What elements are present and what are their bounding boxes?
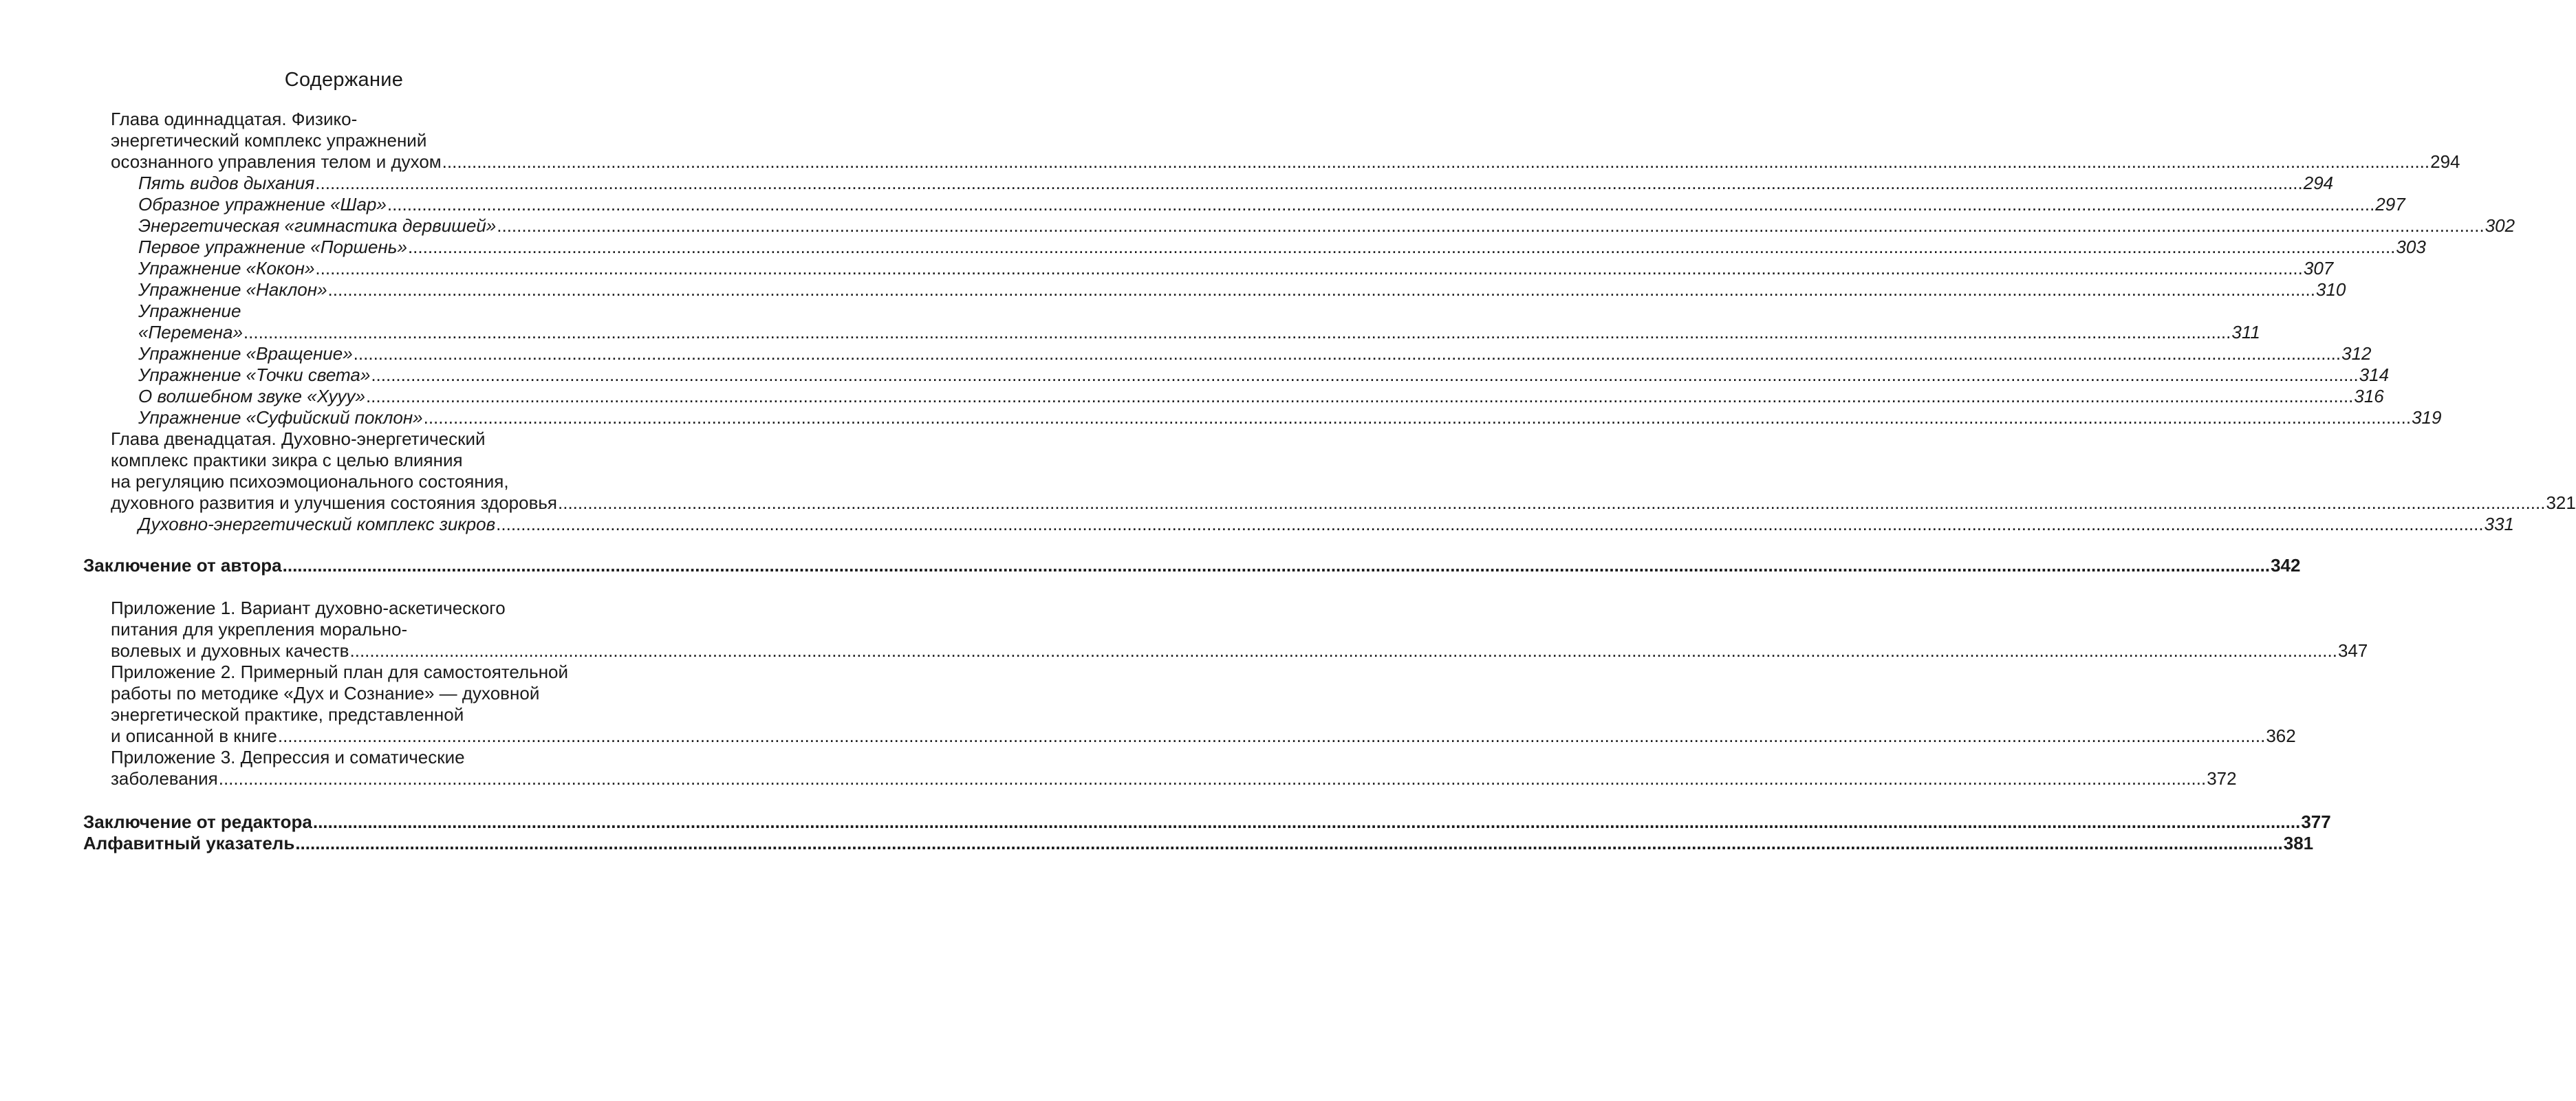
toc-entry-final-line (83, 555, 2301, 576)
toc-entry-sub[interactable] (138, 343, 2372, 364)
toc-entry-sub[interactable] (138, 258, 2334, 279)
dot-leader: ................................................................................................................................................................................................................................................................................................................................................................................................................ (312, 811, 2301, 832)
toc-entry-final-line (138, 343, 2372, 364)
dot-leader: ................................................................................................................................................................................................................................................................................................................................................................................................................ (277, 726, 2266, 746)
dot-leader: ................................................................................................................................................................................................................................................................................................................................................................................................................ (218, 768, 2207, 789)
toc-entry-final-line (83, 833, 2314, 854)
dot-leader: ................................................................................................................................................................................................................................................................................................................................................................................................................ (387, 194, 2375, 215)
toc-entry-title: духовного развития и улучшения состояния здоровья (111, 492, 558, 513)
toc-page-number: 294 (2430, 151, 2460, 172)
toc-entry-title: «Перемена» (138, 322, 243, 342)
toc-entry-title: Алфавитный указатель (83, 833, 295, 853)
toc-entry-title: Упражнение «Вращение» (138, 343, 353, 364)
toc-entry-title: Упражнение «Точки света» (138, 364, 371, 385)
toc-page-number: 312 (2341, 343, 2372, 364)
toc-entry-final-line (83, 811, 2331, 833)
toc-page-number: 310 (2315, 279, 2346, 300)
toc-title: Содержание (284, 69, 404, 91)
toc-page-number: 347 (2337, 640, 2368, 661)
dot-leader: ................................................................................................................................................................................................................................................................................................................................................................................................................ (353, 343, 2341, 364)
toc-page-number: 331 (2484, 514, 2514, 534)
toc-entry-title: Духовно-энергетический комплекс зикров (138, 514, 496, 534)
toc-entry-sub[interactable] (138, 173, 2334, 194)
toc-entry-title: Упражнение «Суфийский поклон» (138, 407, 423, 428)
toc-entry-title: заболевания (111, 768, 218, 789)
dot-leader: ................................................................................................................................................................................................................................................................................................................................................................................................................ (442, 151, 2430, 172)
toc-entry-sub[interactable] (138, 301, 2260, 343)
toc-entry-final-line (111, 726, 2296, 747)
toc-entry-chapter[interactable] (111, 747, 2237, 789)
toc-page-number: 297 (2375, 194, 2405, 215)
toc-entry-sub[interactable] (138, 215, 2515, 237)
toc-entry-final-line (111, 492, 2576, 514)
toc-entry-title: Заключение от редактора (83, 811, 312, 832)
toc-entry-line: комплекс практики зикра с целью влияния (111, 450, 463, 470)
toc-entry-sub[interactable] (138, 279, 2346, 301)
dot-leader: ................................................................................................................................................................................................................................................................................................................................................................................................................ (295, 833, 2283, 853)
dot-leader: ................................................................................................................................................................................................................................................................................................................................................................................................................ (371, 364, 2359, 385)
toc-page-number: 303 (2396, 237, 2426, 257)
toc-entry-final-line (138, 514, 2514, 535)
toc-entry-final-line (138, 237, 2426, 258)
toc-entry-line: работы по методике «Дух и Сознание» — духовной (111, 683, 540, 704)
toc-entry-sub[interactable] (138, 237, 2426, 258)
toc-entry-title: Образное упражнение «Шар» (138, 194, 387, 215)
toc-entry-chapter[interactable] (111, 598, 2368, 662)
toc-page-number: 342 (2271, 555, 2301, 576)
toc-entry-line: Глава одиннадцатая. Физико- (111, 109, 358, 129)
toc-entry-title: Первое упражнение «Поршень» (138, 237, 407, 257)
toc-entry-final-line (138, 258, 2334, 279)
toc-entry-chapter[interactable] (111, 428, 2576, 514)
toc-entry-final-line (138, 279, 2346, 301)
dot-leader: ................................................................................................................................................................................................................................................................................................................................................................................................................ (497, 215, 2485, 236)
toc-entry-title: Пять видов дыхания (138, 173, 315, 193)
dot-leader: ................................................................................................................................................................................................................................................................................................................................................................................................................ (496, 514, 2484, 534)
toc-entry-title: Упражнение «Кокон» (138, 258, 315, 279)
toc-page-number: 307 (2303, 258, 2334, 279)
dot-leader: ................................................................................................................................................................................................................................................................................................................................................................................................................ (315, 258, 2303, 279)
toc-entry-line: Приложение 3. Депрессия и соматические (111, 747, 465, 767)
toc-entry-line: Глава двенадцатая. Духовно-энергетический (111, 428, 486, 449)
toc-entry-line: энергетический комплекс упражнений (111, 130, 427, 151)
dot-leader: ................................................................................................................................................................................................................................................................................................................................................................................................................ (423, 407, 2412, 428)
toc-page-number: 381 (2283, 833, 2314, 853)
page-header (0, 69, 688, 91)
toc-entry-sub[interactable] (138, 364, 2390, 386)
toc-page-number: 316 (2354, 386, 2384, 406)
toc-entry-title: Заключение от автора (83, 555, 282, 576)
toc-page-number: 294 (2303, 173, 2334, 193)
toc-entry-final-line (111, 768, 2237, 789)
dot-leader: ................................................................................................................................................................................................................................................................................................................................................................................................................ (243, 322, 2231, 342)
toc-entry-line: питания для укрепления морально- (111, 619, 408, 640)
toc-page-number: 311 (2231, 322, 2260, 342)
dot-leader: ................................................................................................................................................................................................................................................................................................................................................................................................................ (349, 640, 2337, 661)
toc-entry-line: энергетической практике, представленной (111, 704, 464, 725)
toc-entry-line: на регуляцию психоэмоционального состояния, (111, 471, 509, 492)
toc-page-number: 314 (2359, 364, 2390, 385)
toc-entry-title: Упражнение «Наклон» (138, 279, 327, 300)
toc-entry-sub[interactable] (138, 386, 2384, 407)
toc-entry-major[interactable] (83, 555, 2301, 576)
toc-entry-title: и описанной в книге (111, 726, 277, 746)
toc-entry-sub[interactable] (138, 514, 2514, 535)
dot-leader: ................................................................................................................................................................................................................................................................................................................................................................................................................ (558, 492, 2546, 513)
toc-page-number: 372 (2207, 768, 2237, 789)
toc-entry-sub[interactable] (138, 407, 2442, 428)
toc-page-number: 321 (2546, 492, 2576, 513)
toc-page-number: 377 (2301, 811, 2331, 832)
dot-leader: ................................................................................................................................................................................................................................................................................................................................................................................................................ (282, 555, 2271, 576)
toc-entry-final-line (111, 640, 2368, 662)
dot-leader: ................................................................................................................................................................................................................................................................................................................................................................................................................ (365, 386, 2354, 406)
toc-entry-final-line (138, 215, 2515, 237)
toc-entry-chapter[interactable] (111, 109, 2460, 173)
toc-entry-final-line (138, 364, 2390, 386)
toc-entry-final-line (138, 386, 2384, 407)
toc-entry-title: О волшебном звуке «Хууу» (138, 386, 365, 406)
toc-page-number: 319 (2412, 407, 2442, 428)
toc-entry-major[interactable] (83, 811, 2331, 833)
toc-entry-line: Упражнение (138, 301, 241, 321)
toc-entry-final-line (138, 194, 2405, 215)
toc-entry-final-line (138, 322, 2260, 343)
toc-entry-sub[interactable] (138, 194, 2405, 215)
toc-entry-line: Приложение 1. Вариант духовно-аскетического (111, 598, 506, 618)
toc-entry-major[interactable] (83, 833, 2314, 854)
dot-leader: ................................................................................................................................................................................................................................................................................................................................................................................................................ (327, 279, 2315, 300)
table-of-contents (0, 109, 2576, 854)
toc-entry-line: Приложение 2. Примерный план для самостоятельной (111, 662, 569, 682)
toc-entry-title: осознанного управления телом и духом (111, 151, 442, 172)
toc-entry-final-line (138, 407, 2442, 428)
toc-entry-final-line (111, 151, 2460, 173)
dot-leader: ................................................................................................................................................................................................................................................................................................................................................................................................................ (315, 173, 2303, 193)
toc-page-number: 302 (2485, 215, 2515, 236)
toc-entry-chapter[interactable] (111, 662, 2296, 747)
toc-entry-title: волевых и духовных качеств (111, 640, 349, 661)
dot-leader: ................................................................................................................................................................................................................................................................................................................................................................................................................ (407, 237, 2396, 257)
toc-entry-title: Энергетическая «гимнастика дервишей» (138, 215, 497, 236)
toc-entry-final-line (138, 173, 2334, 194)
toc-page-number: 362 (2266, 726, 2296, 746)
